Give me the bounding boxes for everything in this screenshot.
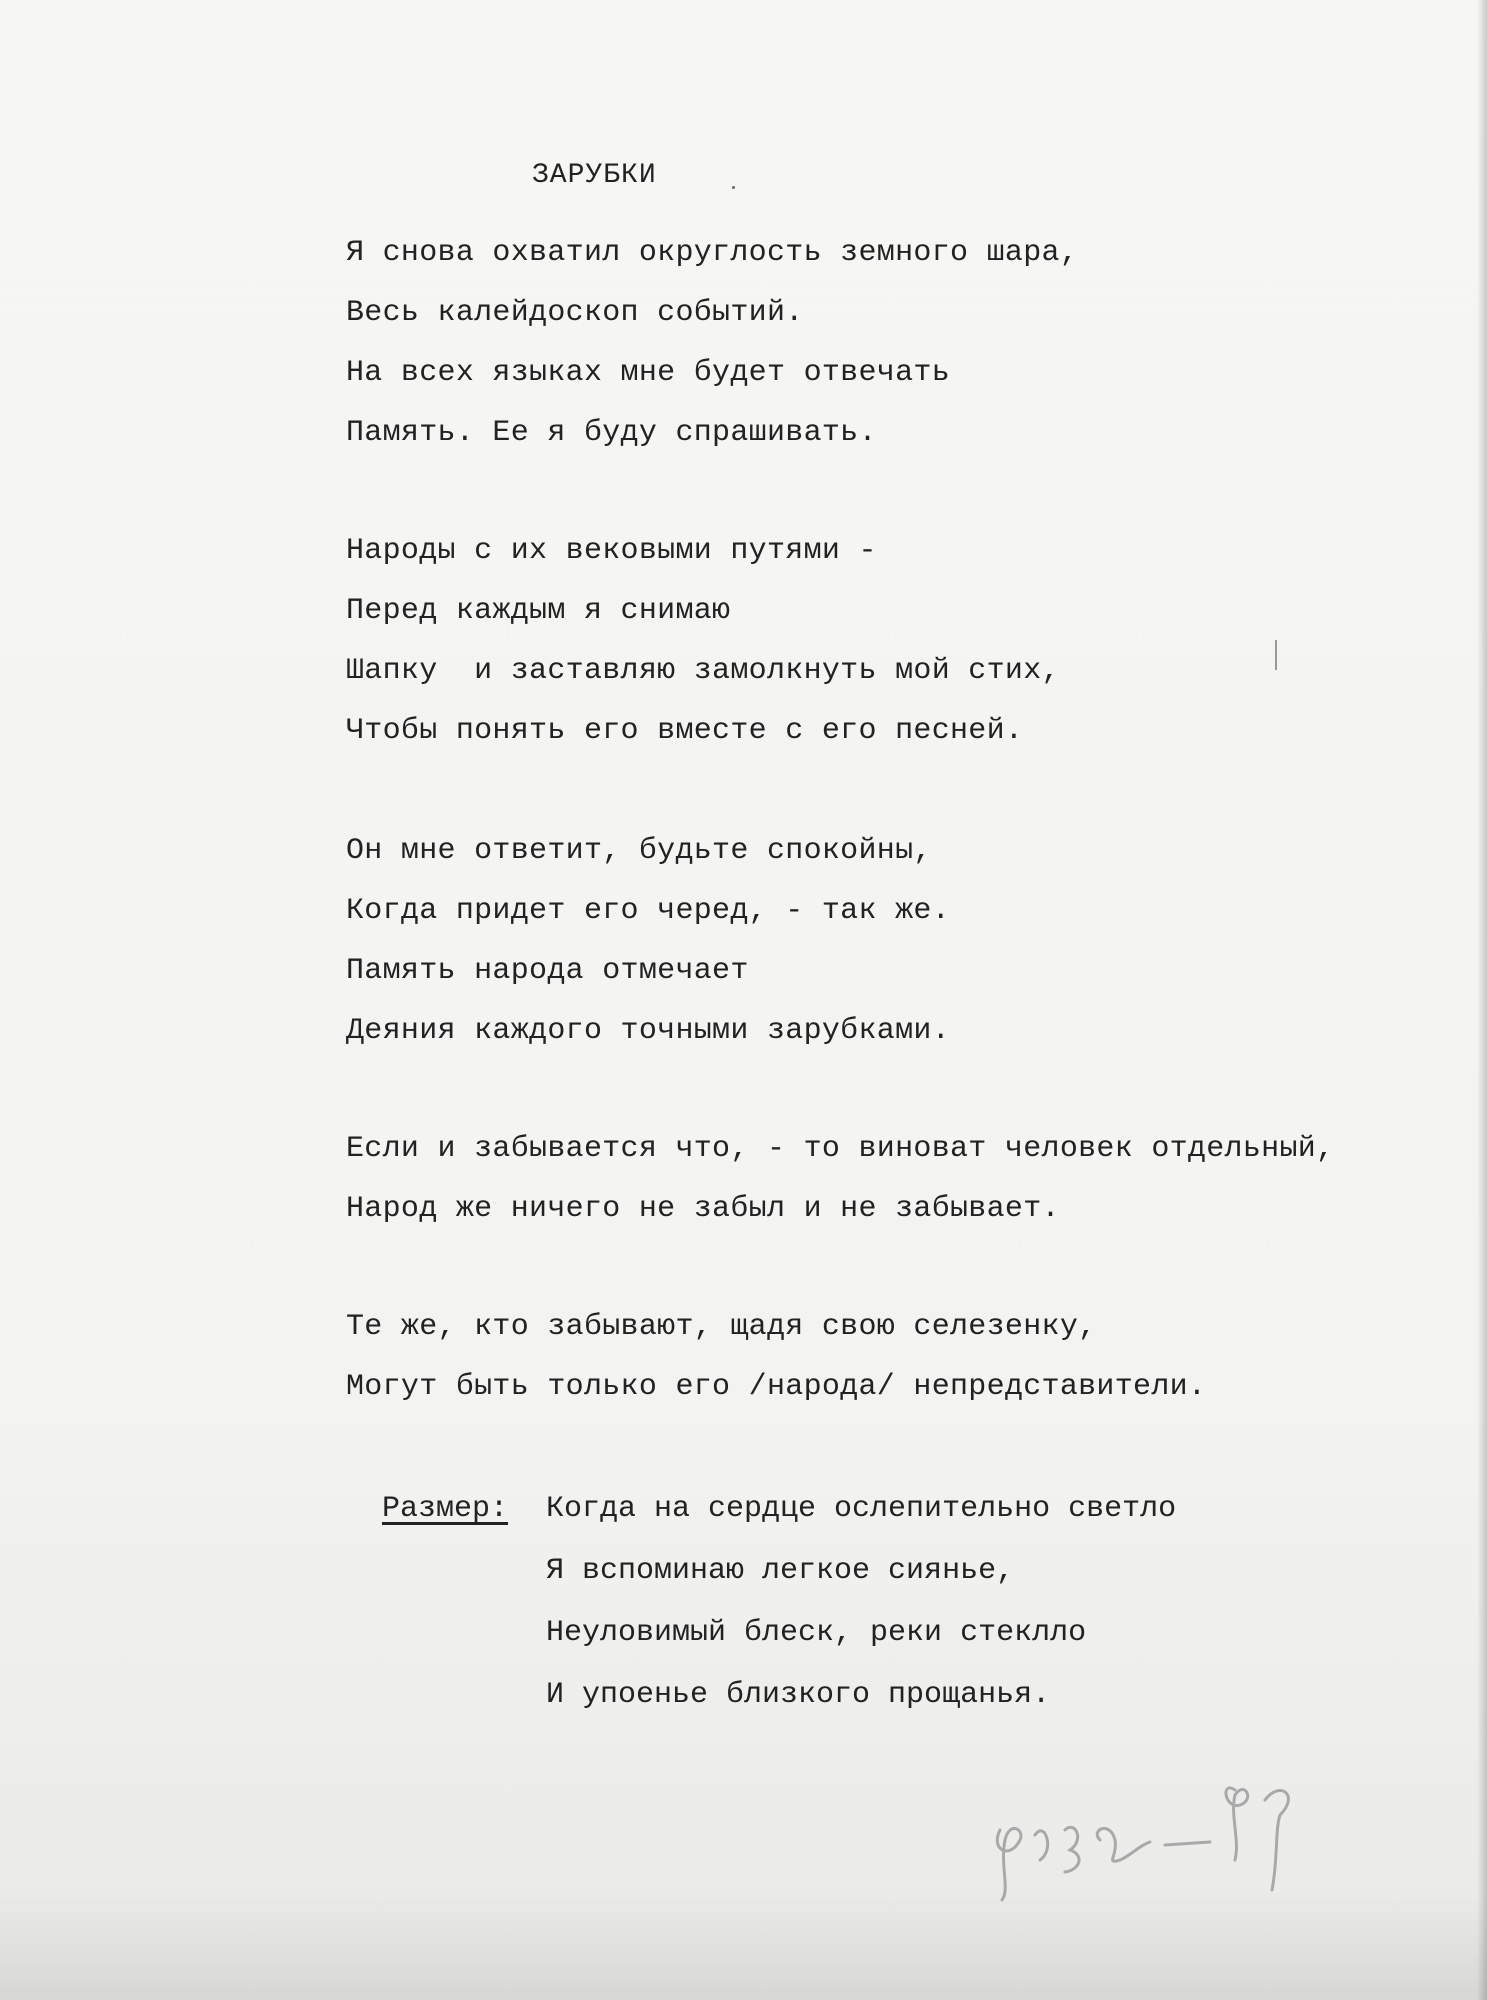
poem-line: Перед каждым я снимаю [346, 594, 731, 628]
poem-line: Могут быть только его /народа/ непредставители. [346, 1370, 1207, 1404]
ink-dot [732, 186, 735, 189]
poem-line: Народ же ничего не забыл и не забывает. [346, 1192, 1060, 1226]
poem-line: Память. Ее я буду спрашивать. [346, 416, 877, 450]
poem-line: Если и забывается что, - то виноват человек отдельный, [346, 1132, 1335, 1166]
size-line: Когда на сердце ослепительно светло [546, 1492, 1177, 1526]
poem-line: Народы с их вековыми путями - [346, 534, 877, 568]
pencil-signature [980, 1760, 1340, 1910]
poem-line: Шапку и заставляю замолкнуть мой стих, [346, 654, 1060, 688]
poem-line: Весь калейдоскоп событий. [346, 296, 804, 330]
size-line: Неуловимый блеск, реки стеклло [546, 1616, 1087, 1650]
poem-line: Деяния каждого точными зарубками. [346, 1014, 950, 1048]
poem-line: Те же, кто забывают, щадя свою селезенку, [346, 1310, 1097, 1344]
size-label: Размер: [382, 1492, 509, 1526]
poem-line: Когда придет его черед, - так же. [346, 894, 950, 928]
margin-mark [1275, 640, 1277, 670]
poem-line: Я снова охватил округлость земного шара, [346, 236, 1079, 270]
page-edge-shadow [1477, 0, 1487, 2000]
poem-title: ЗАРУБКИ [532, 160, 657, 191]
poem-line: Чтобы понять его вместе с его песней. [346, 714, 1024, 748]
size-line: И упоенье близкого прощанья. [546, 1678, 1051, 1712]
poem-line: Память народа отмечает [346, 954, 749, 988]
poem-line: Он мне ответит, будьте спокойны, [346, 834, 932, 868]
size-line: Я вспоминаю легкое сиянье, [546, 1554, 1015, 1588]
poem-line: На всех языках мне будет отвечать [346, 356, 950, 390]
